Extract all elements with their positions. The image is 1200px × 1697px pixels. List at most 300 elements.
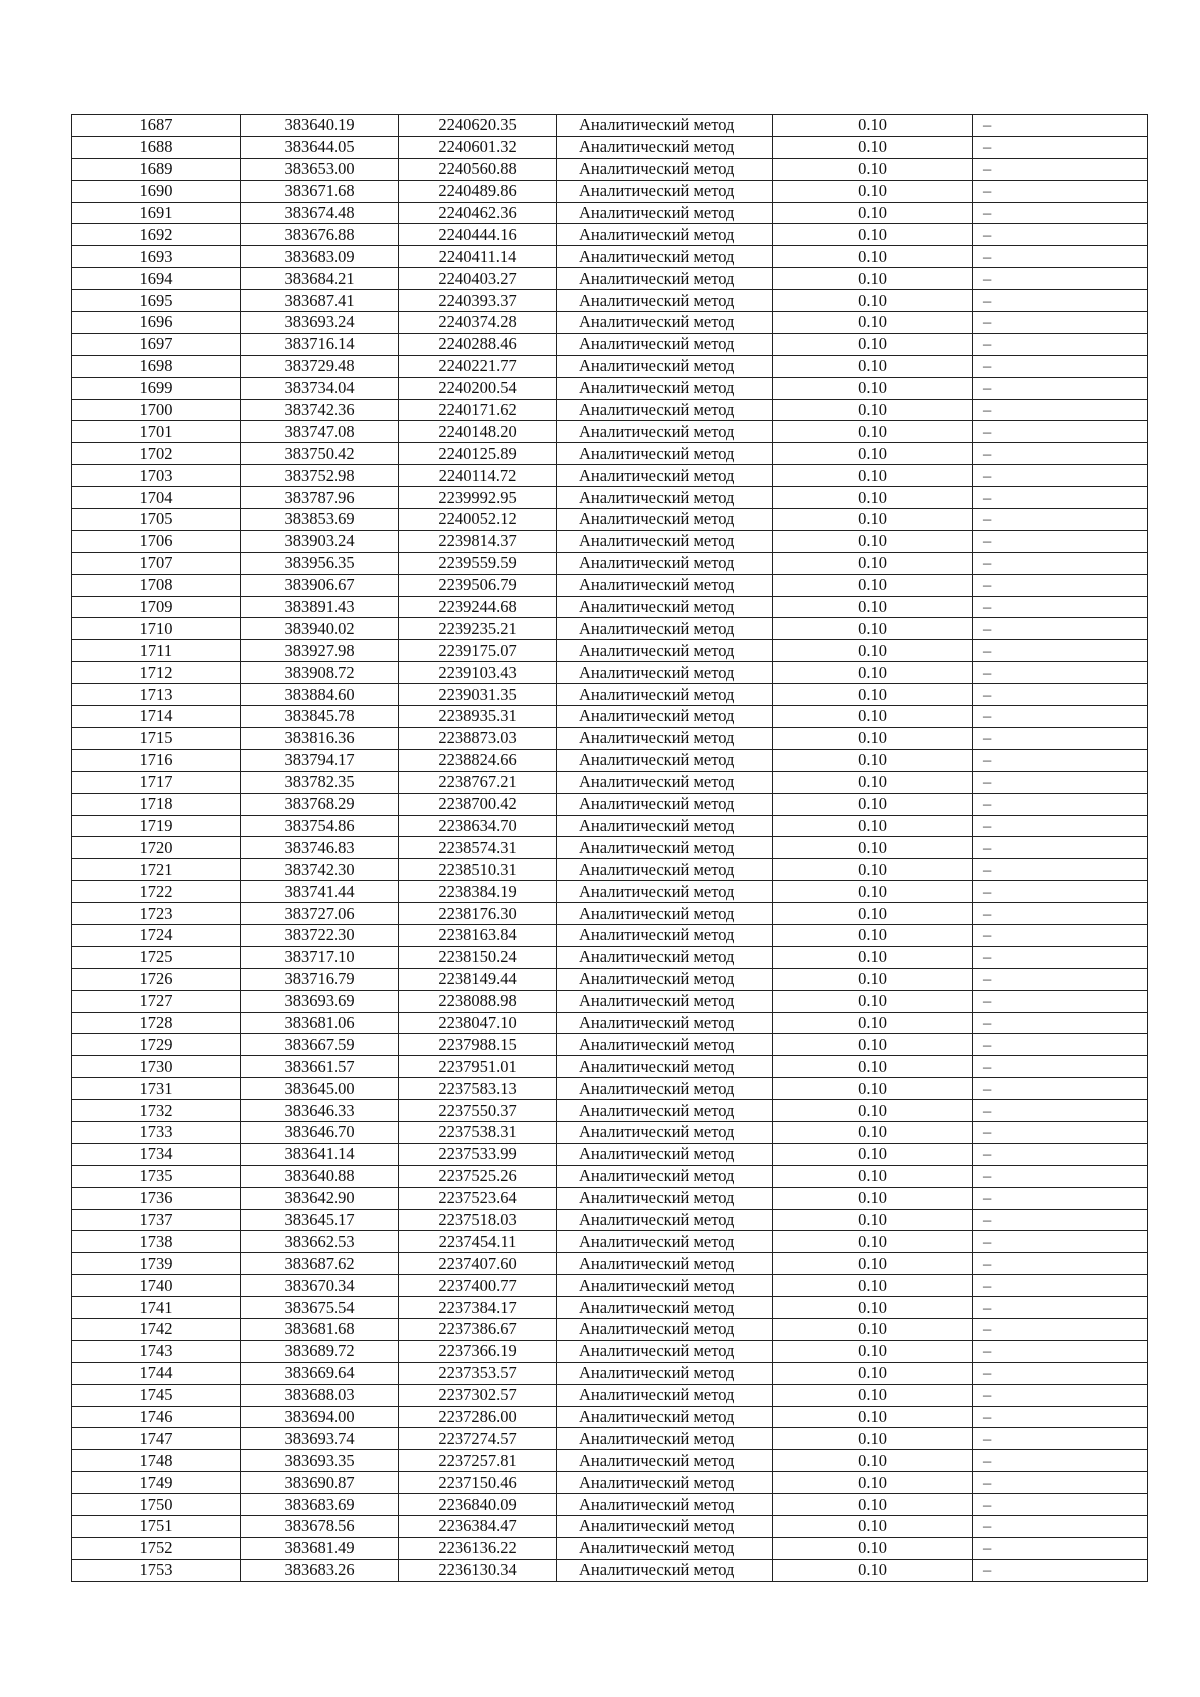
- table-row: [72, 749, 1148, 771]
- table-row: [72, 618, 1148, 640]
- y-coordinate-cell: 2239103.43: [399, 662, 557, 684]
- method-cell: Аналитический метод: [557, 1100, 773, 1122]
- y-coordinate-cell: 2240620.35: [399, 115, 557, 137]
- x-coordinate-cell: 383816.36: [241, 727, 399, 749]
- x-coordinate-cell: 383646.33: [241, 1100, 399, 1122]
- note-cell: –: [973, 487, 1148, 509]
- accuracy-cell: 0.10: [773, 1450, 973, 1472]
- point-number-cell: 1736: [72, 1187, 241, 1209]
- accuracy-cell: 0.10: [773, 1187, 973, 1209]
- x-coordinate-cell: 383683.26: [241, 1559, 399, 1581]
- note-cell: –: [973, 224, 1148, 246]
- x-coordinate-cell: 383689.72: [241, 1340, 399, 1362]
- note-cell: –: [973, 640, 1148, 662]
- table-row: [72, 1559, 1148, 1581]
- method-cell: Аналитический метод: [557, 552, 773, 574]
- accuracy-cell: 0.10: [773, 487, 973, 509]
- note-cell: –: [973, 618, 1148, 640]
- x-coordinate-cell: 383722.30: [241, 924, 399, 946]
- y-coordinate-cell: 2240125.89: [399, 443, 557, 465]
- coordinates-table: [71, 114, 1148, 1582]
- accuracy-cell: 0.10: [773, 837, 973, 859]
- x-coordinate-cell: 383782.35: [241, 771, 399, 793]
- accuracy-cell: 0.10: [773, 246, 973, 268]
- x-coordinate-cell: 383747.08: [241, 421, 399, 443]
- table-row: [72, 859, 1148, 881]
- x-coordinate-cell: 383644.05: [241, 136, 399, 158]
- point-number-cell: 1740: [72, 1275, 241, 1297]
- point-number-cell: 1745: [72, 1384, 241, 1406]
- note-cell: –: [973, 421, 1148, 443]
- table-row: [72, 837, 1148, 859]
- accuracy-cell: 0.10: [773, 1559, 973, 1581]
- y-coordinate-cell: 2237274.57: [399, 1428, 557, 1450]
- point-number-cell: 1753: [72, 1559, 241, 1581]
- y-coordinate-cell: 2240489.86: [399, 180, 557, 202]
- accuracy-cell: 0.10: [773, 684, 973, 706]
- x-coordinate-cell: 383641.14: [241, 1143, 399, 1165]
- point-number-cell: 1687: [72, 115, 241, 137]
- point-number-cell: 1737: [72, 1209, 241, 1231]
- accuracy-cell: 0.10: [773, 355, 973, 377]
- method-cell: Аналитический метод: [557, 509, 773, 531]
- y-coordinate-cell: 2237951.01: [399, 1056, 557, 1078]
- table-row: [72, 1472, 1148, 1494]
- table-row: [72, 1494, 1148, 1516]
- accuracy-cell: 0.10: [773, 706, 973, 728]
- method-cell: Аналитический метод: [557, 1165, 773, 1187]
- note-cell: –: [973, 1340, 1148, 1362]
- point-number-cell: 1738: [72, 1231, 241, 1253]
- note-cell: –: [973, 1121, 1148, 1143]
- accuracy-cell: 0.10: [773, 946, 973, 968]
- note-cell: –: [973, 815, 1148, 837]
- note-cell: –: [973, 924, 1148, 946]
- point-number-cell: 1696: [72, 312, 241, 334]
- y-coordinate-cell: 2237533.99: [399, 1143, 557, 1165]
- accuracy-cell: 0.10: [773, 1494, 973, 1516]
- accuracy-cell: 0.10: [773, 859, 973, 881]
- method-cell: Аналитический метод: [557, 662, 773, 684]
- note-cell: –: [973, 1056, 1148, 1078]
- table-row: [72, 1450, 1148, 1472]
- x-coordinate-cell: 383653.00: [241, 158, 399, 180]
- y-coordinate-cell: 2236136.22: [399, 1537, 557, 1559]
- point-number-cell: 1708: [72, 574, 241, 596]
- method-cell: Аналитический метод: [557, 727, 773, 749]
- y-coordinate-cell: 2237384.17: [399, 1297, 557, 1319]
- method-cell: Аналитический метод: [557, 1406, 773, 1428]
- method-cell: Аналитический метод: [557, 1428, 773, 1450]
- method-cell: Аналитический метод: [557, 706, 773, 728]
- x-coordinate-cell: 383683.69: [241, 1494, 399, 1516]
- y-coordinate-cell: 2239506.79: [399, 574, 557, 596]
- table-row: [72, 946, 1148, 968]
- note-cell: –: [973, 1450, 1148, 1472]
- y-coordinate-cell: 2240462.36: [399, 202, 557, 224]
- accuracy-cell: 0.10: [773, 793, 973, 815]
- table-row: [72, 1340, 1148, 1362]
- x-coordinate-cell: 383671.68: [241, 180, 399, 202]
- method-cell: Аналитический метод: [557, 115, 773, 137]
- x-coordinate-cell: 383741.44: [241, 881, 399, 903]
- table-row: [72, 246, 1148, 268]
- note-cell: –: [973, 509, 1148, 531]
- x-coordinate-cell: 383746.83: [241, 837, 399, 859]
- table-row: [72, 815, 1148, 837]
- note-cell: –: [973, 180, 1148, 202]
- accuracy-cell: 0.10: [773, 1034, 973, 1056]
- note-cell: –: [973, 246, 1148, 268]
- accuracy-cell: 0.10: [773, 290, 973, 312]
- table-row: [72, 180, 1148, 202]
- table-row: [72, 1362, 1148, 1384]
- point-number-cell: 1734: [72, 1143, 241, 1165]
- accuracy-cell: 0.10: [773, 662, 973, 684]
- x-coordinate-cell: 383729.48: [241, 355, 399, 377]
- table-row: [72, 903, 1148, 925]
- point-number-cell: 1721: [72, 859, 241, 881]
- y-coordinate-cell: 2240200.54: [399, 377, 557, 399]
- x-coordinate-cell: 383716.14: [241, 333, 399, 355]
- accuracy-cell: 0.10: [773, 1537, 973, 1559]
- x-coordinate-cell: 383675.54: [241, 1297, 399, 1319]
- accuracy-cell: 0.10: [773, 771, 973, 793]
- note-cell: –: [973, 684, 1148, 706]
- table-row: [72, 1297, 1148, 1319]
- y-coordinate-cell: 2236384.47: [399, 1516, 557, 1538]
- note-cell: –: [973, 662, 1148, 684]
- table-row: [72, 115, 1148, 137]
- x-coordinate-cell: 383690.87: [241, 1472, 399, 1494]
- point-number-cell: 1750: [72, 1494, 241, 1516]
- table-row: [72, 552, 1148, 574]
- point-number-cell: 1722: [72, 881, 241, 903]
- x-coordinate-cell: 383727.06: [241, 903, 399, 925]
- table-row: [72, 1428, 1148, 1450]
- method-cell: Аналитический метод: [557, 574, 773, 596]
- method-cell: Аналитический метод: [557, 946, 773, 968]
- table-row: [72, 465, 1148, 487]
- y-coordinate-cell: 2239559.59: [399, 552, 557, 574]
- table-row: [72, 377, 1148, 399]
- x-coordinate-cell: 383667.59: [241, 1034, 399, 1056]
- method-cell: Аналитический метод: [557, 443, 773, 465]
- point-number-cell: 1717: [72, 771, 241, 793]
- point-number-cell: 1724: [72, 924, 241, 946]
- y-coordinate-cell: 2238824.66: [399, 749, 557, 771]
- note-cell: –: [973, 706, 1148, 728]
- x-coordinate-cell: 383906.67: [241, 574, 399, 596]
- method-cell: Аналитический метод: [557, 487, 773, 509]
- method-cell: Аналитический метод: [557, 1340, 773, 1362]
- accuracy-cell: 0.10: [773, 727, 973, 749]
- x-coordinate-cell: 383681.49: [241, 1537, 399, 1559]
- y-coordinate-cell: 2237302.57: [399, 1384, 557, 1406]
- note-cell: –: [973, 727, 1148, 749]
- method-cell: Аналитический метод: [557, 684, 773, 706]
- accuracy-cell: 0.10: [773, 1516, 973, 1538]
- accuracy-cell: 0.10: [773, 968, 973, 990]
- table-row: [72, 727, 1148, 749]
- x-coordinate-cell: 383642.90: [241, 1187, 399, 1209]
- x-coordinate-cell: 383645.00: [241, 1078, 399, 1100]
- method-cell: Аналитический метод: [557, 968, 773, 990]
- accuracy-cell: 0.10: [773, 1275, 973, 1297]
- x-coordinate-cell: 383687.62: [241, 1253, 399, 1275]
- method-cell: Аналитический метод: [557, 333, 773, 355]
- y-coordinate-cell: 2238176.30: [399, 903, 557, 925]
- point-number-cell: 1752: [72, 1537, 241, 1559]
- accuracy-cell: 0.10: [773, 1209, 973, 1231]
- method-cell: Аналитический метод: [557, 771, 773, 793]
- y-coordinate-cell: 2238384.19: [399, 881, 557, 903]
- y-coordinate-cell: 2239031.35: [399, 684, 557, 706]
- point-number-cell: 1741: [72, 1297, 241, 1319]
- y-coordinate-cell: 2240171.62: [399, 399, 557, 421]
- point-number-cell: 1689: [72, 158, 241, 180]
- table-row: [72, 268, 1148, 290]
- y-coordinate-cell: 2240403.27: [399, 268, 557, 290]
- x-coordinate-cell: 383956.35: [241, 552, 399, 574]
- accuracy-cell: 0.10: [773, 1165, 973, 1187]
- y-coordinate-cell: 2240148.20: [399, 421, 557, 443]
- note-cell: –: [973, 1384, 1148, 1406]
- accuracy-cell: 0.10: [773, 1384, 973, 1406]
- table-row: [72, 312, 1148, 334]
- y-coordinate-cell: 2237386.67: [399, 1318, 557, 1340]
- note-cell: –: [973, 312, 1148, 334]
- note-cell: –: [973, 1187, 1148, 1209]
- accuracy-cell: 0.10: [773, 1231, 973, 1253]
- table-row: [72, 924, 1148, 946]
- method-cell: Аналитический метод: [557, 136, 773, 158]
- point-number-cell: 1725: [72, 946, 241, 968]
- note-cell: –: [973, 771, 1148, 793]
- method-cell: Аналитический метод: [557, 924, 773, 946]
- y-coordinate-cell: 2239992.95: [399, 487, 557, 509]
- accuracy-cell: 0.10: [773, 815, 973, 837]
- y-coordinate-cell: 2238163.84: [399, 924, 557, 946]
- method-cell: Аналитический метод: [557, 1012, 773, 1034]
- point-number-cell: 1728: [72, 1012, 241, 1034]
- method-cell: Аналитический метод: [557, 268, 773, 290]
- method-cell: Аналитический метод: [557, 1494, 773, 1516]
- y-coordinate-cell: 2236840.09: [399, 1494, 557, 1516]
- x-coordinate-cell: 383734.04: [241, 377, 399, 399]
- accuracy-cell: 0.10: [773, 1253, 973, 1275]
- y-coordinate-cell: 2237286.00: [399, 1406, 557, 1428]
- y-coordinate-cell: 2238047.10: [399, 1012, 557, 1034]
- y-coordinate-cell: 2237525.26: [399, 1165, 557, 1187]
- table-row: [72, 1537, 1148, 1559]
- accuracy-cell: 0.10: [773, 1012, 973, 1034]
- method-cell: Аналитический метод: [557, 1209, 773, 1231]
- point-number-cell: 1709: [72, 596, 241, 618]
- table-row: [72, 1384, 1148, 1406]
- point-number-cell: 1727: [72, 990, 241, 1012]
- x-coordinate-cell: 383693.35: [241, 1450, 399, 1472]
- accuracy-cell: 0.10: [773, 1318, 973, 1340]
- note-cell: –: [973, 399, 1148, 421]
- y-coordinate-cell: 2237523.64: [399, 1187, 557, 1209]
- y-coordinate-cell: 2240444.16: [399, 224, 557, 246]
- method-cell: Аналитический метод: [557, 1121, 773, 1143]
- y-coordinate-cell: 2240393.37: [399, 290, 557, 312]
- x-coordinate-cell: 383640.88: [241, 1165, 399, 1187]
- note-cell: –: [973, 574, 1148, 596]
- table-row: [72, 1318, 1148, 1340]
- y-coordinate-cell: 2237538.31: [399, 1121, 557, 1143]
- accuracy-cell: 0.10: [773, 530, 973, 552]
- method-cell: Аналитический метод: [557, 859, 773, 881]
- accuracy-cell: 0.10: [773, 596, 973, 618]
- point-number-cell: 1735: [72, 1165, 241, 1187]
- point-number-cell: 1716: [72, 749, 241, 771]
- point-number-cell: 1746: [72, 1406, 241, 1428]
- table-row: [72, 1253, 1148, 1275]
- table-row: [72, 1187, 1148, 1209]
- point-number-cell: 1705: [72, 509, 241, 531]
- point-number-cell: 1718: [72, 793, 241, 815]
- note-cell: –: [973, 1143, 1148, 1165]
- point-number-cell: 1697: [72, 333, 241, 355]
- y-coordinate-cell: 2238149.44: [399, 968, 557, 990]
- table-row: [72, 1056, 1148, 1078]
- table-row: [72, 1275, 1148, 1297]
- note-cell: –: [973, 946, 1148, 968]
- method-cell: Аналитический метод: [557, 1450, 773, 1472]
- y-coordinate-cell: 2237518.03: [399, 1209, 557, 1231]
- point-number-cell: 1699: [72, 377, 241, 399]
- y-coordinate-cell: 2238574.31: [399, 837, 557, 859]
- accuracy-cell: 0.10: [773, 1100, 973, 1122]
- y-coordinate-cell: 2237988.15: [399, 1034, 557, 1056]
- table-row: [72, 202, 1148, 224]
- method-cell: Аналитический метод: [557, 355, 773, 377]
- method-cell: Аналитический метод: [557, 1537, 773, 1559]
- point-number-cell: 1707: [72, 552, 241, 574]
- method-cell: Аналитический метод: [557, 158, 773, 180]
- y-coordinate-cell: 2240374.28: [399, 312, 557, 334]
- method-cell: Аналитический метод: [557, 1187, 773, 1209]
- x-coordinate-cell: 383750.42: [241, 443, 399, 465]
- method-cell: Аналитический метод: [557, 465, 773, 487]
- accuracy-cell: 0.10: [773, 924, 973, 946]
- x-coordinate-cell: 383752.98: [241, 465, 399, 487]
- x-coordinate-cell: 383787.96: [241, 487, 399, 509]
- point-number-cell: 1692: [72, 224, 241, 246]
- method-cell: Аналитический метод: [557, 1034, 773, 1056]
- y-coordinate-cell: 2239244.68: [399, 596, 557, 618]
- point-number-cell: 1714: [72, 706, 241, 728]
- method-cell: Аналитический метод: [557, 246, 773, 268]
- point-number-cell: 1711: [72, 640, 241, 662]
- y-coordinate-cell: 2240411.14: [399, 246, 557, 268]
- method-cell: Аналитический метод: [557, 1384, 773, 1406]
- y-coordinate-cell: 2240601.32: [399, 136, 557, 158]
- method-cell: Аналитический метод: [557, 1253, 773, 1275]
- accuracy-cell: 0.10: [773, 640, 973, 662]
- point-number-cell: 1698: [72, 355, 241, 377]
- accuracy-cell: 0.10: [773, 1078, 973, 1100]
- table-row: [72, 333, 1148, 355]
- point-number-cell: 1703: [72, 465, 241, 487]
- note-cell: –: [973, 1472, 1148, 1494]
- accuracy-cell: 0.10: [773, 115, 973, 137]
- point-number-cell: 1706: [72, 530, 241, 552]
- accuracy-cell: 0.10: [773, 158, 973, 180]
- coordinates-table-body: [72, 115, 1148, 1582]
- table-row: [72, 1516, 1148, 1538]
- x-coordinate-cell: 383681.68: [241, 1318, 399, 1340]
- point-number-cell: 1732: [72, 1100, 241, 1122]
- y-coordinate-cell: 2240221.77: [399, 355, 557, 377]
- y-coordinate-cell: 2237550.37: [399, 1100, 557, 1122]
- y-coordinate-cell: 2240114.72: [399, 465, 557, 487]
- accuracy-cell: 0.10: [773, 312, 973, 334]
- note-cell: –: [973, 749, 1148, 771]
- point-number-cell: 1730: [72, 1056, 241, 1078]
- y-coordinate-cell: 2238150.24: [399, 946, 557, 968]
- x-coordinate-cell: 383794.17: [241, 749, 399, 771]
- point-number-cell: 1743: [72, 1340, 241, 1362]
- point-number-cell: 1719: [72, 815, 241, 837]
- x-coordinate-cell: 383891.43: [241, 596, 399, 618]
- note-cell: –: [973, 968, 1148, 990]
- table-row: [72, 596, 1148, 618]
- note-cell: –: [973, 1165, 1148, 1187]
- table-row: [72, 1165, 1148, 1187]
- point-number-cell: 1726: [72, 968, 241, 990]
- x-coordinate-cell: 383662.53: [241, 1231, 399, 1253]
- method-cell: Аналитический метод: [557, 1318, 773, 1340]
- method-cell: Аналитический метод: [557, 421, 773, 443]
- table-row: [72, 1231, 1148, 1253]
- note-cell: –: [973, 115, 1148, 137]
- point-number-cell: 1715: [72, 727, 241, 749]
- accuracy-cell: 0.10: [773, 465, 973, 487]
- method-cell: Аналитический метод: [557, 1297, 773, 1319]
- x-coordinate-cell: 383683.09: [241, 246, 399, 268]
- point-number-cell: 1733: [72, 1121, 241, 1143]
- table-row: [72, 1034, 1148, 1056]
- method-cell: Аналитический метод: [557, 881, 773, 903]
- table-row: [72, 487, 1148, 509]
- point-number-cell: 1701: [72, 421, 241, 443]
- y-coordinate-cell: 2238700.42: [399, 793, 557, 815]
- method-cell: Аналитический метод: [557, 1559, 773, 1581]
- accuracy-cell: 0.10: [773, 224, 973, 246]
- y-coordinate-cell: 2239175.07: [399, 640, 557, 662]
- x-coordinate-cell: 383669.64: [241, 1362, 399, 1384]
- y-coordinate-cell: 2238510.31: [399, 859, 557, 881]
- y-coordinate-cell: 2240288.46: [399, 333, 557, 355]
- table-row: [72, 684, 1148, 706]
- method-cell: Аналитический метод: [557, 1143, 773, 1165]
- point-number-cell: 1710: [72, 618, 241, 640]
- method-cell: Аналитический метод: [557, 1516, 773, 1538]
- x-coordinate-cell: 383645.17: [241, 1209, 399, 1231]
- method-cell: Аналитический метод: [557, 596, 773, 618]
- accuracy-cell: 0.10: [773, 136, 973, 158]
- method-cell: Аналитический метод: [557, 312, 773, 334]
- table-row: [72, 771, 1148, 793]
- method-cell: Аналитический метод: [557, 815, 773, 837]
- x-coordinate-cell: 383908.72: [241, 662, 399, 684]
- x-coordinate-cell: 383742.36: [241, 399, 399, 421]
- note-cell: –: [973, 1494, 1148, 1516]
